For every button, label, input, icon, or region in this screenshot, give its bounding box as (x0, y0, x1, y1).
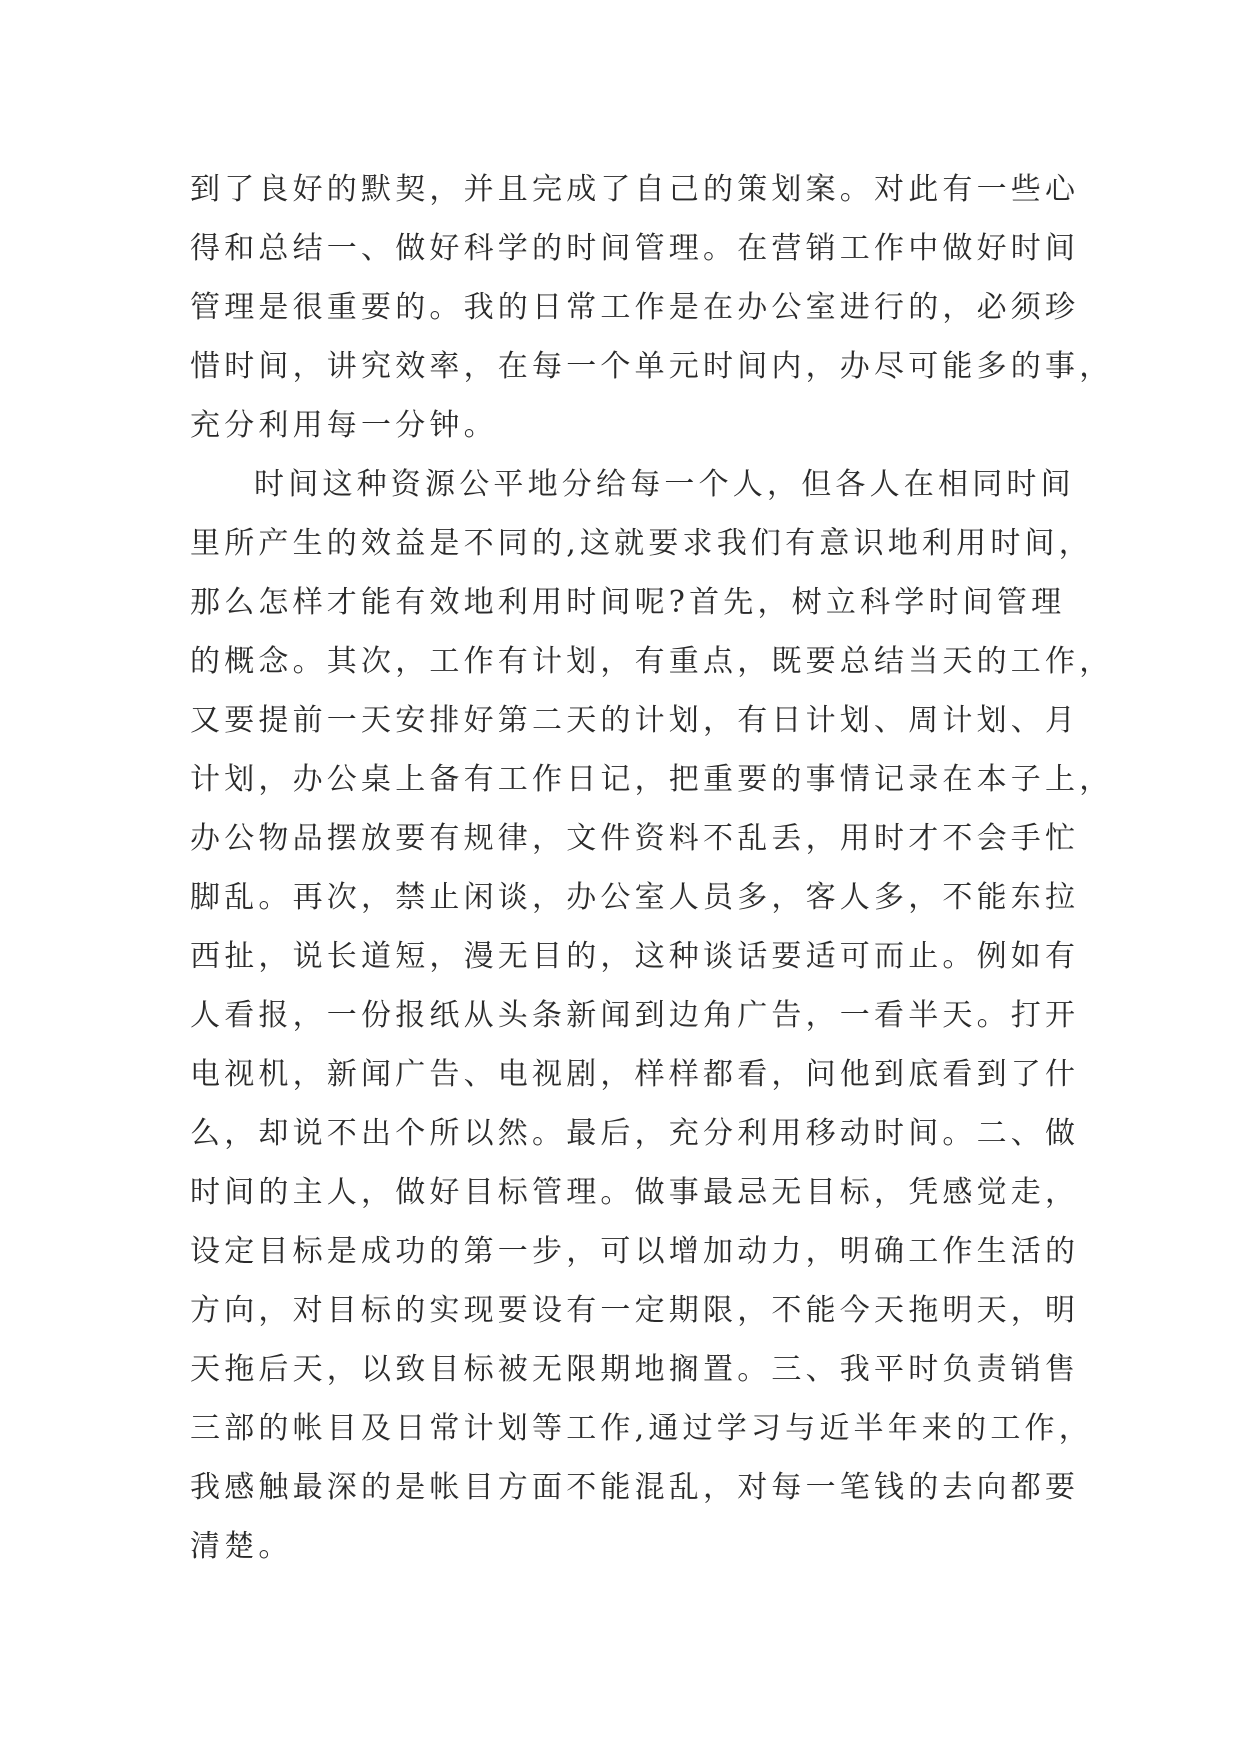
text-line: 电视机，新闻广告、电视剧，样样都看，问他到底看到了什 (190, 1057, 1080, 1092)
text-line: 人看报，一份报纸从头条新闻到边角广告，一看半天。打开 (190, 998, 1080, 1033)
text-line: 里所产生的效益是不同的,这就要求我们有意识地利用时间， (190, 526, 1093, 561)
text-line: 时间的主人，做好目标管理。做事最忌无目标，凭感觉走， (190, 1175, 1080, 1210)
text-line: 三部的帐目及日常计划等工作,通过学习与近半年来的工作， (190, 1411, 1093, 1446)
text-line: 么，却说不出个所以然。最后，充分利用移动时间。二、做 (190, 1116, 1080, 1151)
text-line: 天拖后天，以致目标被无限期地搁置。三、我平时负责销售 (190, 1352, 1080, 1387)
text-line: 那么怎样才能有效地利用时间呢?首先，树立科学时间管理 (190, 585, 1066, 620)
text-line: 计划，办公桌上备有工作日记，把重要的事情记录在本子上， (190, 762, 1114, 797)
text-line: 又要提前一天安排好第二天的计划，有日计划、周计划、月 (190, 703, 1080, 738)
text-line: 设定目标是成功的第一步，可以增加动力，明确工作生活的 (190, 1234, 1080, 1269)
paragraph-start-line: 时间这种资源公平地分给每一个人，但各人在相同时间 (254, 467, 1075, 502)
text-line: 惜时间，讲究效率，在每一个单元时间内，办尽可能多的事， (190, 349, 1114, 384)
text-line: 西扯，说长道短，漫无目的，这种谈话要适可而止。例如有 (190, 939, 1080, 974)
body-text (190, 160, 1114, 1576)
text-line: 管理是很重要的。我的日常工作是在办公室进行的，必须珍 (190, 290, 1080, 325)
text-line: 办公物品摆放要有规律，文件资料不乱丢，用时才不会手忙 (190, 821, 1080, 856)
text-line: 清楚。 (190, 1529, 293, 1564)
text-line: 方向，对目标的实现要设有一定期限，不能今天拖明天，明 (190, 1293, 1080, 1328)
text-line: 脚乱。再次，禁止闲谈，办公室人员多，客人多，不能东拉 (190, 880, 1080, 915)
text-line: 得和总结一、做好科学的时间管理。在营销工作中做好时间 (190, 231, 1080, 266)
text-line: 我感触最深的是帐目方面不能混乱，对每一笔钱的去向都要 (190, 1470, 1080, 1505)
text-line: 的概念。其次，工作有计划，有重点，既要总结当天的工作， (190, 644, 1114, 679)
text-line: 到了良好的默契，并且完成了自己的策划案。对此有一些心 (190, 172, 1080, 207)
text-line: 充分利用每一分钟。 (190, 408, 498, 443)
